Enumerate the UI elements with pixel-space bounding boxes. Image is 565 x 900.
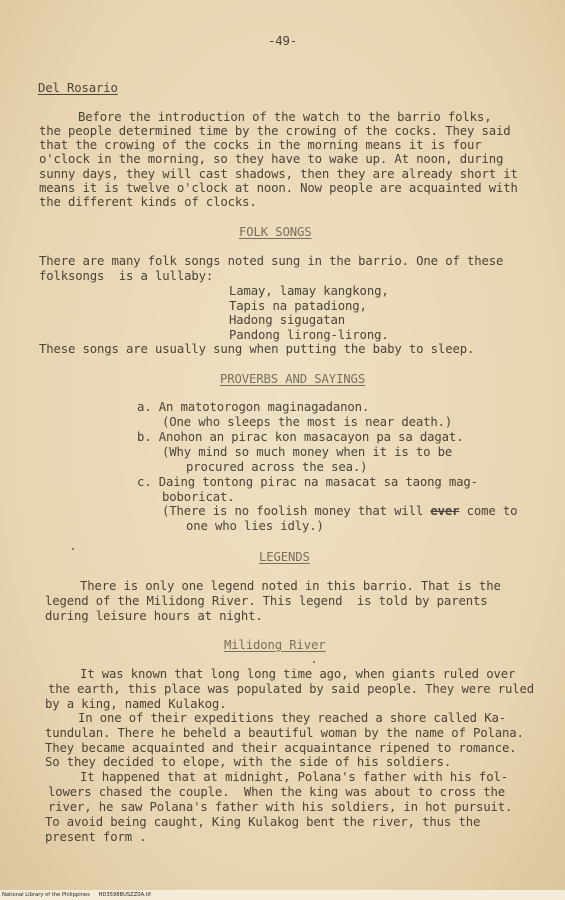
text-line: legend of the Milidong River. This legend is told by parents xyxy=(45,594,488,608)
text-line: There are many folk songs noted sung in the barrio. One of these xyxy=(39,254,504,268)
proverb-b-translation: (Why mind so much money when it is to be xyxy=(162,445,453,459)
proverb-a: a. An matotorogon maginagadanon. xyxy=(137,400,370,414)
section-heading-milidong-river: Milidong River xyxy=(224,638,326,652)
text-line: It was known that long long time ago, when giants ruled over xyxy=(80,667,516,681)
text-line: o'clock in the morning, so they have to wake up. At noon, during xyxy=(39,152,504,166)
text-line: the people determined time by the crowing of the cocks. They said xyxy=(39,124,511,138)
text-line: Before the introduction of the watch to the barrio folks, xyxy=(78,110,492,124)
text-line: during leisure hours at night. xyxy=(45,609,263,623)
proverb-c: c. Daing tontong pirac na masacat sa taong mag- xyxy=(137,475,478,489)
text-line: river, he saw Polana's father with his soldiers, in hot pursuit. xyxy=(48,800,513,814)
page-number: -49- xyxy=(268,34,298,48)
text-line: the earth, this place was populated by said people. They were ruled xyxy=(48,682,534,696)
struck-word: ever xyxy=(430,504,460,518)
text-line: folksongs is a lullaby: xyxy=(39,269,214,283)
scan-footer xyxy=(0,890,565,900)
ink-speck xyxy=(313,661,315,663)
proverb-c-cont: boboricat. xyxy=(162,490,235,504)
proverb-b-translation-cont: procured across the sea.) xyxy=(186,460,368,474)
text-line: means it is twelve o'clock at noon. Now people are acquainted with xyxy=(39,181,518,195)
proverb-a-translation: (One who sleeps the most is near death.) xyxy=(162,415,453,429)
section-heading-folk-songs: FOLK SONGS xyxy=(239,225,312,239)
folk-songs-closing: These songs are usually sung when putting the baby to sleep. xyxy=(39,342,475,356)
text-line: the different kinds of clocks. xyxy=(39,195,257,209)
verse-line: Lamay, lamay kangkong, xyxy=(229,284,389,298)
verse-line: Pandong lirong-lirong. xyxy=(229,328,389,342)
text-line: tundulan. There he beheld a beautiful woman by the name of Polana. xyxy=(45,726,524,740)
text-line: sunny days, they will cast shadows, then they are already short it xyxy=(39,167,518,181)
footer-institution: National Library of the Philippines xyxy=(2,892,90,898)
text-line: It happened that at midnight, Polana's father with his fol- xyxy=(80,770,508,784)
text-line: lowers chased the couple. When the king was about to cross the xyxy=(48,785,505,799)
section-heading-del-rosario: Del Rosario xyxy=(38,81,118,95)
text-line: by a king, named Kulakog. xyxy=(45,697,227,711)
text-line: So they decided to elope, with the side of his soldiers. xyxy=(45,755,452,769)
text-line: In one of their expeditions they reached a shore called Ka- xyxy=(78,711,506,725)
text-line: They became acquainted and their acquaintance ripened to romance. xyxy=(45,741,517,755)
section-heading-legends: LEGENDS xyxy=(259,550,310,564)
verse-line: Hadong sigugatan xyxy=(229,313,346,327)
text-line: that the crowing of the cocks in the morning means it is four xyxy=(39,138,482,152)
ink-speck xyxy=(72,548,74,550)
verse-line: Tapis na patadiong, xyxy=(229,299,367,313)
proverb-b: b. Anohon an pirac kon masacayon pa sa dagat. xyxy=(137,430,464,444)
text-line: There is only one legend noted in this barrio. That is the xyxy=(80,579,501,593)
proverb-c-translation-cont: one who lies idly.) xyxy=(186,519,324,533)
footer-file-id: HD3598BUSZZ0A.tif xyxy=(98,892,151,898)
text-line: present form . xyxy=(45,830,147,844)
section-heading-proverbs: PROVERBS AND SAYINGS xyxy=(220,372,366,386)
proverb-c-translation: (There is no foolish money that will ever come to xyxy=(162,504,518,518)
text-line: To avoid being caught, King Kulakog bent the river, thus the xyxy=(45,815,481,829)
